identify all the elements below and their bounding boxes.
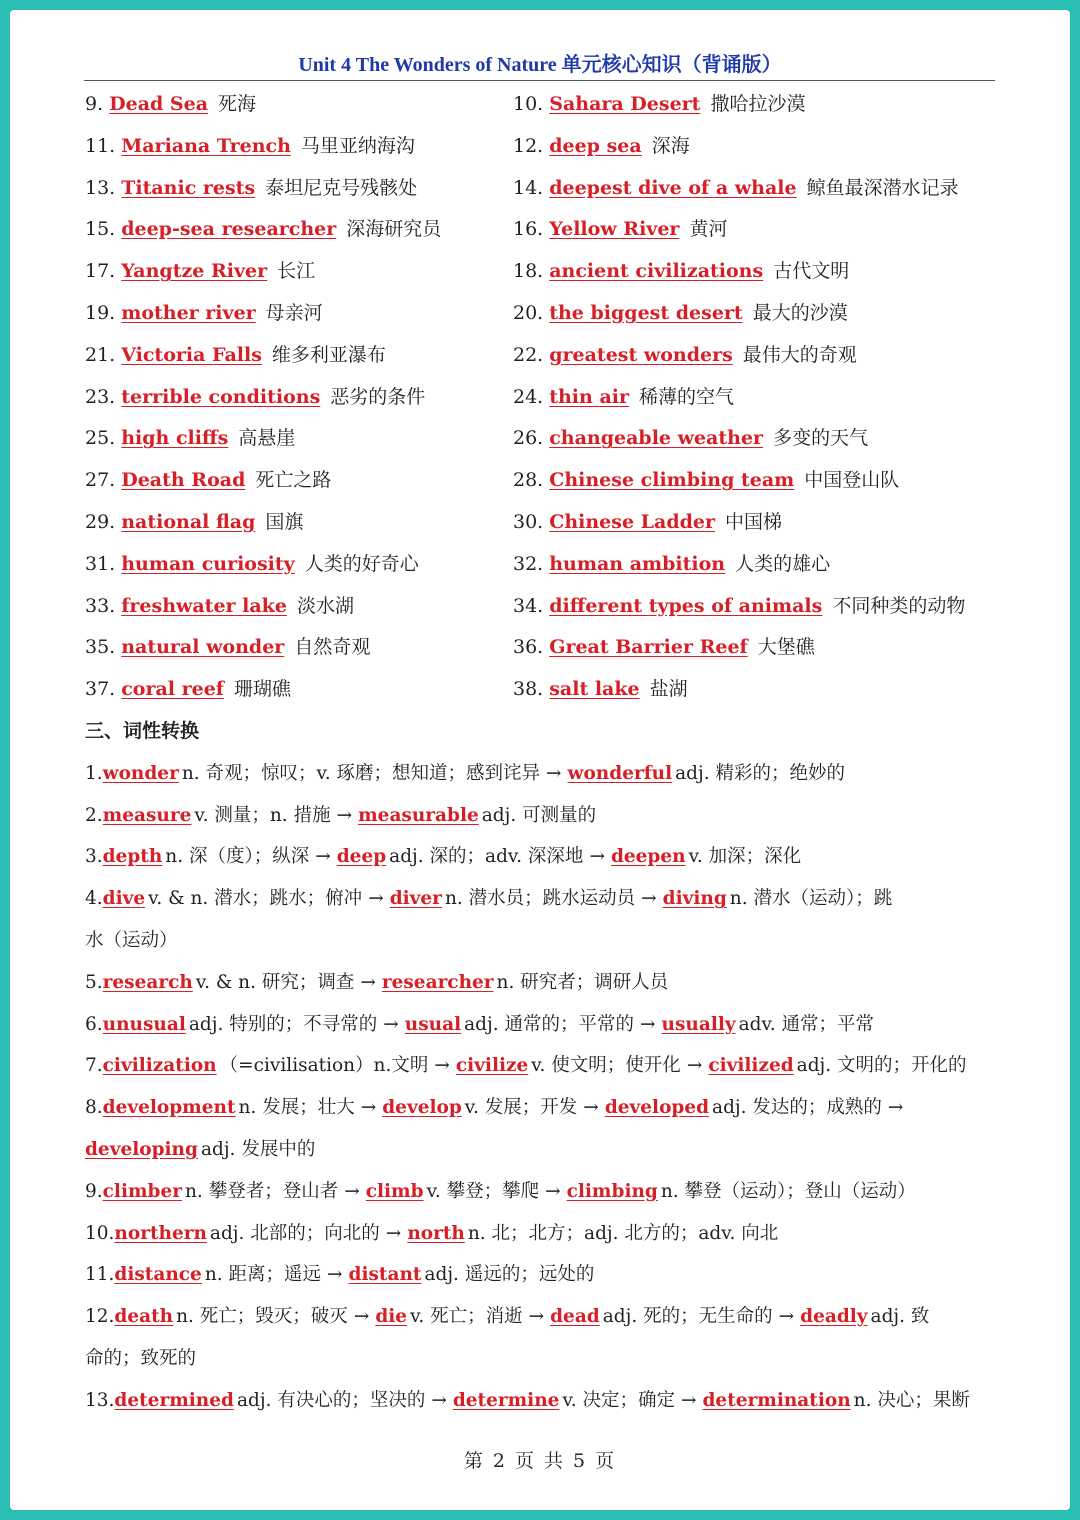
answer-word: climbing [566, 1180, 658, 1202]
vocab-number: 36. [513, 636, 544, 659]
vocab-item [513, 544, 995, 586]
vocab-item [85, 460, 513, 502]
answer-word: death [114, 1306, 174, 1328]
definition-text: adj. 致 [870, 1306, 930, 1328]
answer-word: research [102, 971, 193, 993]
vocab-english: different types of animals [549, 594, 823, 617]
arrow-icon: → [336, 804, 353, 826]
answer-word: deep [336, 846, 387, 868]
vocab-english: terrible conditions [121, 385, 321, 408]
answer-word: north [407, 1222, 465, 1244]
vocab-chinese: 恶劣的条件 [330, 385, 426, 408]
vocab-item [85, 126, 513, 168]
vocab-english: deep-sea researcher [121, 218, 337, 241]
definition-text: 6. [85, 1013, 103, 1035]
definition-text: adj. 精彩的；绝妙的 [675, 762, 846, 784]
vocab-english: mother river [121, 301, 256, 324]
definition-text: adj. 深的；adv. 深深地 [389, 846, 584, 868]
vocab-chinese: 死亡之路 [255, 469, 332, 492]
vocab-item [85, 209, 513, 251]
vocab-english: national flag [121, 510, 256, 533]
definition-text: v. 发展；开发 [464, 1097, 578, 1119]
word-form-line [85, 753, 995, 795]
definition-text: v. & n. 研究；调查 [195, 971, 355, 993]
vocab-number: 34. [513, 594, 544, 617]
vocab-item [513, 251, 995, 293]
definition-text: v. 使文明；使开化 [531, 1055, 681, 1077]
definition-text: 11. [85, 1264, 115, 1286]
word-form-line [85, 1171, 995, 1213]
vocab-item [513, 669, 995, 711]
definition-text: 2. [85, 804, 103, 826]
vocab-item [513, 335, 995, 377]
vocab-chinese: 不同种类的动物 [832, 594, 966, 617]
answer-word: climb [365, 1180, 424, 1202]
vocab-chinese: 撒哈拉沙漠 [710, 93, 806, 115]
vocab-item [513, 84, 995, 126]
arrow-icon: → [641, 888, 657, 910]
vocab-chinese: 中国梯 [725, 510, 783, 533]
definition-text: 7. [85, 1055, 103, 1077]
vocab-number: 29. [85, 510, 116, 533]
answer-word: dead [550, 1306, 600, 1328]
definition-text: adj. 遥远的；远处的 [424, 1264, 595, 1286]
vocab-number: 10. [513, 93, 544, 115]
vocab-english: greatest wonders [549, 343, 733, 366]
answer-word: developing [85, 1138, 198, 1160]
vocab-number: 32. [513, 552, 544, 575]
vocab-english: Sahara Desert [549, 93, 701, 115]
arrow-icon: → [887, 1097, 904, 1119]
definition-text: adj. 有决心的；坚决的 [236, 1389, 426, 1411]
word-form-line [85, 878, 995, 920]
answer-word: develop [382, 1097, 462, 1119]
word-forms-list [85, 753, 995, 1422]
arrow-icon: → [680, 1389, 697, 1411]
definition-text: n. 潜水员；跳水运动员 [444, 888, 636, 910]
vocab-english: human ambition [549, 552, 726, 575]
vocab-item [513, 293, 995, 335]
answer-word: dive [102, 888, 146, 910]
word-form-line [85, 1004, 995, 1046]
answer-word: wonder [102, 762, 179, 784]
vocab-chinese: 自然奇观 [294, 636, 371, 659]
arrow-icon: → [546, 762, 562, 784]
definition-text: 9. [85, 1180, 103, 1202]
vocab-chinese: 维多利亚瀑布 [271, 343, 386, 366]
vocab-chinese: 最大的沙漠 [752, 301, 848, 324]
definition-text: 1. [85, 762, 103, 784]
vocab-number: 19. [85, 301, 116, 324]
vocab-item [85, 84, 513, 126]
vocab-english: deepest dive of a whale [549, 176, 797, 199]
answer-word: determine [452, 1389, 560, 1411]
vocab-chinese: 马里亚纳海沟 [300, 134, 415, 157]
word-form-line [85, 836, 995, 878]
word-form-line [85, 1213, 995, 1255]
vocab-english: Chinese Ladder [549, 510, 716, 533]
answer-word: deepen [610, 846, 686, 868]
definition-text: 10. [85, 1222, 115, 1244]
vocab-english: the biggest desert [549, 301, 743, 324]
arrow-icon: → [686, 1055, 703, 1077]
answer-word: wonderful [567, 762, 673, 784]
vocab-chinese: 中国登山队 [804, 469, 900, 492]
vocab-number: 28. [513, 469, 544, 492]
word-form-line [85, 1129, 995, 1171]
vocab-item [85, 418, 513, 460]
vocab-item [85, 251, 513, 293]
definition-text: n. 发展；壮大 [238, 1097, 355, 1119]
vocab-number: 22. [513, 343, 544, 366]
answer-word: depth [102, 846, 163, 868]
word-form-line [85, 1087, 995, 1129]
vocab-chinese: 黄河 [689, 218, 728, 241]
arrow-icon: → [368, 888, 384, 910]
vocab-chinese: 长江 [277, 260, 316, 283]
definition-text: 13. [85, 1389, 115, 1411]
definition-text: n. 死亡；毁灭；破灭 [176, 1306, 348, 1328]
vocab-item [513, 377, 995, 419]
vocab-english: Mariana Trench [121, 134, 291, 157]
definition-text: n. 决心；果断 [853, 1389, 970, 1411]
answer-word: measurable [358, 804, 479, 826]
answer-word: die [375, 1306, 408, 1328]
arrow-icon: → [778, 1306, 795, 1328]
arrow-icon: → [360, 1097, 377, 1119]
arrow-icon: → [360, 971, 376, 993]
definition-text: 12. [85, 1306, 115, 1328]
vocab-number: 14. [513, 176, 544, 199]
arrow-icon: → [344, 1180, 360, 1202]
vocab-item [513, 126, 995, 168]
definition-text: adv. 通常；平常 [738, 1013, 875, 1035]
vocabulary-list [85, 84, 995, 711]
word-form-line [85, 1254, 995, 1296]
definition-text: v. 攀登；攀爬 [426, 1180, 540, 1202]
arrow-icon: → [385, 1222, 402, 1244]
answer-word: determination [702, 1389, 851, 1411]
vocab-english: high cliffs [121, 427, 229, 450]
definition-text: 8. [85, 1097, 103, 1119]
vocab-item [85, 377, 513, 419]
vocab-item [513, 209, 995, 251]
vocab-english: freshwater lake [121, 594, 287, 617]
document-page [10, 10, 1070, 1510]
vocab-number: 13. [85, 176, 116, 199]
vocab-chinese: 稀薄的空气 [639, 385, 735, 408]
word-form-line [85, 795, 995, 837]
answer-word: distance [114, 1264, 202, 1286]
vocab-chinese: 人类的雄心 [735, 552, 831, 575]
arrow-icon: → [528, 1306, 545, 1328]
vocab-english: Great Barrier Reef [549, 636, 748, 659]
vocab-item [85, 293, 513, 335]
vocab-chinese: 高悬崖 [238, 427, 296, 450]
vocab-chinese: 母亲河 [265, 301, 323, 324]
definition-text: v. & n. 潜水；跳水；俯冲 [148, 888, 363, 910]
vocab-chinese: 人类的好奇心 [304, 552, 419, 575]
answer-word: determined [114, 1389, 234, 1411]
vocab-number: 30. [513, 510, 544, 533]
vocab-item [85, 502, 513, 544]
vocab-number: 24. [513, 385, 544, 408]
vocab-chinese: 泰坦尼克号残骸处 [265, 176, 418, 199]
vocab-chinese: 淡水湖 [296, 594, 354, 617]
definition-text: n. 北；北方；adj. 北方的；adv. 向北 [467, 1222, 779, 1244]
vocab-number: 9. [85, 93, 104, 115]
word-form-line [85, 1338, 995, 1380]
definition-text: v. 测量；n. 措施 [194, 804, 331, 826]
vocab-number: 15. [85, 218, 116, 241]
answer-word: diver [389, 888, 442, 910]
answer-word: civilize [455, 1055, 529, 1077]
vocab-chinese: 多变的天气 [773, 427, 869, 450]
vocab-number: 17. [85, 260, 116, 283]
word-form-line [85, 1380, 995, 1422]
page-content [85, 84, 995, 1422]
definition-text: 水（运动） [85, 929, 178, 951]
page-header: Unit 4 The Wonders of Nature 单元核心知识（背诵版） [298, 54, 782, 76]
definition-text: adj. 发达的；成熟的 [712, 1097, 882, 1119]
vocab-item [85, 335, 513, 377]
vocab-number: 27. [85, 469, 116, 492]
definition-text: n. 攀登（运动）；登山（运动） [660, 1180, 916, 1202]
vocab-english: Yangtze River [121, 260, 268, 283]
answer-word: civilized [708, 1055, 794, 1077]
definition-text: v. 死亡；消逝 [410, 1306, 523, 1328]
vocab-number: 38. [513, 678, 544, 701]
arrow-icon: → [434, 1055, 450, 1077]
vocab-number: 18. [513, 260, 544, 283]
definition-text: 命的；致死的 [85, 1347, 197, 1369]
vocab-number: 31. [85, 552, 116, 575]
vocab-chinese: 古代文明 [773, 260, 850, 283]
vocab-number: 26. [513, 427, 544, 450]
arrow-icon: → [315, 846, 331, 868]
vocab-number: 25. [85, 427, 116, 450]
vocab-item [85, 586, 513, 628]
arrow-icon: → [589, 846, 605, 868]
vocab-english: salt lake [549, 678, 640, 701]
answer-word: usual [404, 1013, 462, 1035]
vocab-number: 37. [85, 678, 116, 701]
vocab-item [85, 168, 513, 210]
vocab-chinese: 盐湖 [649, 678, 688, 701]
vocab-item [513, 418, 995, 460]
definition-text: n. 潜水（运动）；跳 [729, 888, 893, 910]
answer-word: researcher [381, 971, 494, 993]
arrow-icon: → [583, 1097, 599, 1119]
answer-word: development [102, 1097, 236, 1119]
vocab-chinese: 珊瑚礁 [233, 678, 291, 701]
definition-text: n. 奇观；惊叹；v. 琢磨；想知道；感到诧异 [181, 762, 541, 784]
word-form-line [85, 920, 995, 962]
vocab-english: coral reef [121, 678, 224, 701]
definition-text: adj. 文明的；开化的 [796, 1055, 967, 1077]
vocab-english: Dead Sea [109, 93, 209, 115]
definition-text: n. 攀登者；登山者 [185, 1180, 339, 1202]
vocab-english: natural wonder [121, 636, 285, 659]
vocab-chinese: 大堡礁 [757, 636, 815, 659]
definition-text: adj. 死的；无生命的 [602, 1306, 773, 1328]
answer-word: northern [114, 1222, 207, 1244]
vocab-chinese: 深海研究员 [346, 218, 442, 241]
vocab-number: 35. [85, 636, 116, 659]
vocab-number: 20. [513, 301, 544, 324]
definition-text: 4. [85, 888, 103, 910]
vocab-number: 12. [513, 134, 544, 157]
vocab-chinese: 死海 [218, 93, 257, 115]
word-form-line [85, 1045, 995, 1087]
vocab-item [513, 627, 995, 669]
answer-word: usually [661, 1013, 736, 1035]
answer-word: measure [102, 804, 192, 826]
definition-text: n. 距离；遥远 [204, 1264, 322, 1286]
arrow-icon: → [431, 1389, 447, 1411]
arrow-icon: → [383, 1013, 399, 1035]
vocab-item [513, 586, 995, 628]
section-title: 三、词性转换 [85, 719, 200, 742]
definition-text: adj. 通常的；平常的 [464, 1013, 634, 1035]
word-form-line [85, 962, 995, 1004]
answer-word: civilization [102, 1055, 217, 1077]
vocab-chinese: 鲸鱼最深潜水记录 [806, 176, 959, 199]
definition-text: （=civilisation）n.文明 [219, 1055, 429, 1077]
vocab-english: Death Road [121, 469, 246, 492]
definition-text: adj. 特别的；不寻常的 [188, 1013, 378, 1035]
answer-word: developed [604, 1097, 710, 1119]
arrow-icon: → [353, 1306, 370, 1328]
definition-text: adj. 北部的；向北的 [209, 1222, 380, 1244]
vocab-english: Yellow River [549, 218, 680, 241]
vocab-item [513, 168, 995, 210]
vocab-english: changeable weather [549, 427, 764, 450]
vocab-item [85, 669, 513, 711]
vocab-english: human curiosity [121, 552, 295, 575]
answer-word: distant [348, 1264, 422, 1286]
vocab-chinese: 最伟大的奇观 [742, 343, 857, 366]
vocab-number: 33. [85, 594, 116, 617]
answer-word: climber [102, 1180, 183, 1202]
vocab-english: Victoria Falls [121, 343, 262, 366]
definition-text: 3. [85, 846, 103, 868]
vocab-english: ancient civilizations [549, 260, 764, 283]
answer-word: deadly [800, 1306, 868, 1328]
arrow-icon: → [545, 1180, 561, 1202]
arrow-icon: → [327, 1264, 343, 1286]
page-footer: 第 2 页 共 5 页 [463, 1450, 617, 1472]
vocab-english: deep sea [549, 134, 642, 157]
answer-word: unusual [102, 1013, 186, 1035]
answer-word: diving [662, 888, 727, 910]
vocab-chinese: 深海 [651, 134, 690, 157]
arrow-icon: → [640, 1013, 656, 1035]
definition-text: v. 决定；确定 [562, 1389, 675, 1411]
word-form-line [85, 1296, 995, 1338]
vocab-item [85, 544, 513, 586]
definition-text: n. 深（度）；纵深 [165, 846, 310, 868]
header-rule [84, 80, 995, 81]
vocab-number: 16. [513, 218, 544, 241]
vocab-item [513, 460, 995, 502]
vocab-number: 23. [85, 385, 116, 408]
vocab-chinese: 国旗 [265, 510, 304, 533]
definition-text: v. 加深；深化 [688, 846, 802, 868]
vocab-english: Titanic rests [121, 176, 256, 199]
vocab-number: 21. [85, 343, 116, 366]
vocab-item [85, 627, 513, 669]
vocab-english: thin air [549, 385, 629, 408]
definition-text: adj. 可测量的 [481, 804, 597, 826]
vocab-item [513, 502, 995, 544]
definition-text: 5. [85, 971, 103, 993]
vocab-english: Chinese climbing team [549, 469, 795, 492]
definition-text: n. 研究者；调研人员 [496, 971, 669, 993]
definition-text: adj. 发展中的 [200, 1138, 316, 1160]
vocab-number: 11. [85, 134, 116, 157]
